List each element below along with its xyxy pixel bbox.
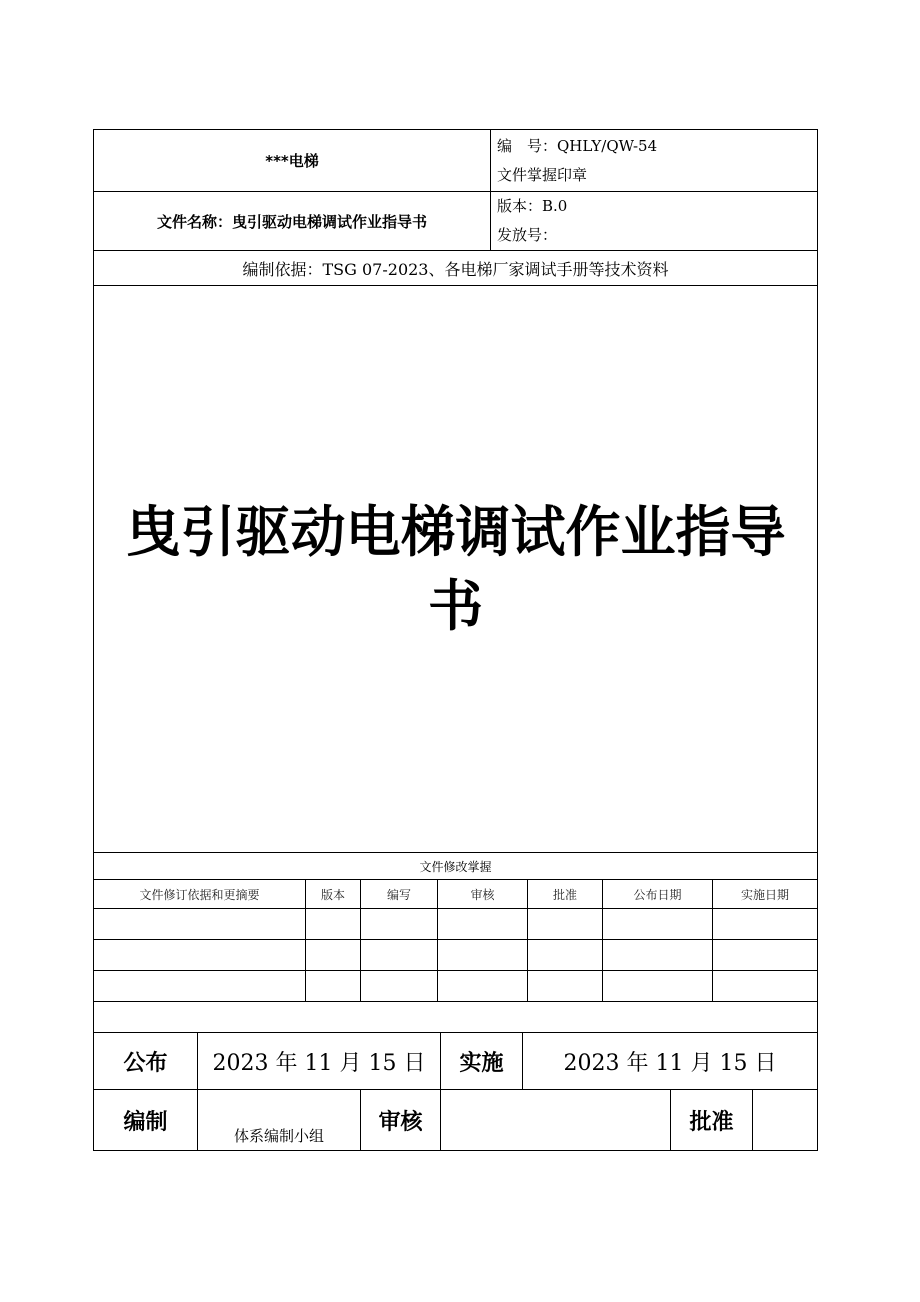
title-line-1: 曳引驱动电梯调试作业指导 [125, 500, 786, 564]
cell [306, 909, 361, 940]
cell [438, 940, 528, 971]
compile-basis: 编制依据：TSG 07-2023、各电梯厂家调试手册等技术资料 [94, 251, 818, 286]
cell [603, 971, 713, 1002]
cell [361, 909, 438, 940]
cell [94, 940, 306, 971]
cell [528, 971, 603, 1002]
approve-value [753, 1090, 818, 1151]
title-line-2: 书 [427, 574, 483, 638]
cell [713, 909, 818, 940]
cell [603, 940, 713, 971]
header-table [93, 129, 818, 853]
publish-row [94, 1033, 818, 1090]
cell [528, 909, 603, 940]
col-version: 版本 [306, 880, 361, 909]
cell [713, 971, 818, 1002]
review-value [441, 1090, 671, 1151]
cell [713, 940, 818, 971]
control-stamp: 文件掌握印章 [497, 165, 588, 184]
col-summary: 文件修订依据和更摘要 [94, 880, 306, 909]
revision-title: 文件修改掌握 [94, 853, 818, 880]
cell [94, 971, 306, 1002]
document-title [94, 286, 818, 853]
compile-value: 体系编制小组 [198, 1090, 361, 1151]
cell [528, 940, 603, 971]
version: 版本：B.0 [497, 197, 568, 215]
approve-label: 批准 [671, 1090, 753, 1151]
col-implement-date: 实施日期 [713, 880, 818, 909]
revision-table [93, 852, 818, 1033]
cell [306, 971, 361, 1002]
revision-row [94, 909, 818, 940]
revision-row [94, 940, 818, 971]
sign-row [94, 1090, 818, 1151]
cell [438, 909, 528, 940]
publish-label: 公布 [94, 1033, 198, 1090]
document-sheet [93, 129, 817, 1151]
col-author: 编写 [361, 880, 438, 909]
doc-number-cell [491, 130, 818, 192]
cell [603, 909, 713, 940]
implement-date: 2023 年 11 月 15 日 [523, 1033, 818, 1090]
footer-table [93, 1032, 818, 1151]
cell [438, 971, 528, 1002]
version-cell [491, 192, 818, 251]
implement-label: 实施 [441, 1033, 523, 1090]
review-label: 审核 [361, 1090, 441, 1151]
file-name: 文件名称：曳引驱动电梯调试作业指导书 [94, 192, 491, 251]
publish-date: 2023 年 11 月 15 日 [198, 1033, 441, 1090]
cell [306, 940, 361, 971]
doc-number: 编 号：QHLY/QW-54 [497, 136, 658, 155]
cell [94, 909, 306, 940]
company-name: ***电梯 [94, 130, 491, 192]
col-publish-date: 公布日期 [603, 880, 713, 909]
revision-row [94, 971, 818, 1002]
spacer-cell [94, 1002, 818, 1033]
cell [361, 971, 438, 1002]
revision-header-row [94, 880, 818, 909]
compile-label: 编制 [94, 1090, 198, 1151]
col-approve: 批准 [528, 880, 603, 909]
issue-number: 发放号： [497, 226, 558, 244]
cell [361, 940, 438, 971]
spacer-row [94, 1002, 818, 1033]
col-review: 审核 [438, 880, 528, 909]
